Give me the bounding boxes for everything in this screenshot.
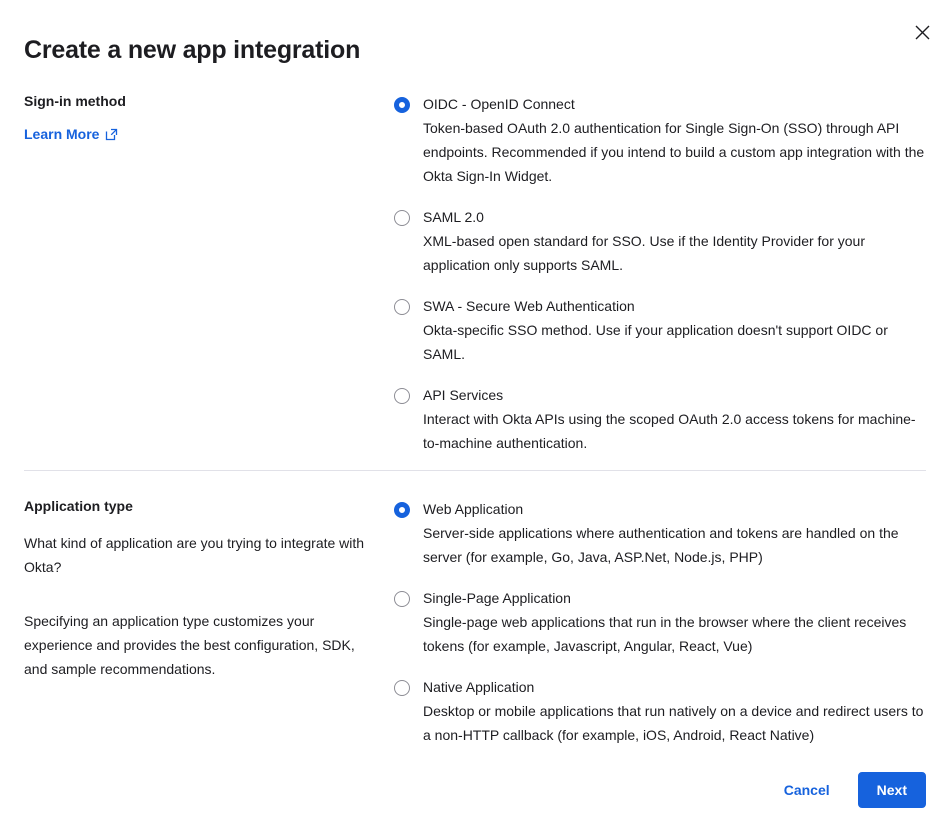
sign-in-method-section <box>24 92 926 455</box>
next-button[interactable]: Next <box>858 772 926 808</box>
radio-label: Web Application <box>423 501 524 517</box>
modal-footer <box>766 772 926 808</box>
radio-description: Single-page web applications that run in the browser where the client receives tokens (for example, Javascript, Angular, React, Vue) <box>423 614 907 654</box>
sign-in-method-heading: Sign-in method <box>24 93 126 109</box>
radio-button[interactable] <box>394 502 410 518</box>
sign-in-method-labels <box>24 92 394 144</box>
radio-label: Single-Page Application <box>423 590 571 606</box>
application-type-heading: Application type <box>24 498 133 514</box>
radio-option-api-services[interactable] <box>394 384 926 455</box>
application-type-helper-1: What kind of application are you trying to integrate with Okta? <box>24 535 365 575</box>
close-icon[interactable] <box>908 18 936 46</box>
application-type-helper-2: Specifying an application type customizes your experience and provides the best configuration, SDK, and sample recommendations. <box>24 613 355 677</box>
application-type-section <box>24 497 926 747</box>
radio-button[interactable] <box>394 299 410 315</box>
application-type-options <box>394 497 926 747</box>
learn-more-label: Learn More <box>24 126 100 142</box>
external-link-icon <box>105 128 118 141</box>
radio-label: OIDC - OpenID Connect <box>423 96 575 112</box>
radio-option-saml[interactable] <box>394 206 926 277</box>
application-type-labels <box>24 497 394 681</box>
radio-description: Server-side applications where authentication and tokens are handled on the server (for example, Go, Java, ASP.Net, Node.js, PHP) <box>423 525 899 565</box>
radio-option-single-page-application[interactable] <box>394 587 926 658</box>
radio-button[interactable] <box>394 210 410 226</box>
radio-label: API Services <box>423 387 504 403</box>
close-icon-glyph <box>915 25 930 40</box>
page-title: Create a new app integration <box>24 36 361 64</box>
radio-option-native-application[interactable] <box>394 676 926 747</box>
radio-description: Okta-specific SSO method. Use if your application doesn't support OIDC or SAML. <box>423 322 888 362</box>
radio-label: SWA - Secure Web Authentication <box>423 298 635 314</box>
radio-option-swa[interactable] <box>394 295 926 366</box>
section-divider <box>24 470 926 471</box>
learn-more-link[interactable] <box>24 126 118 142</box>
radio-button[interactable] <box>394 680 410 696</box>
radio-description: Interact with Okta APIs using the scoped OAuth 2.0 access tokens for machine-to-machine authentication. <box>423 411 916 451</box>
radio-option-oidc[interactable] <box>394 93 926 188</box>
radio-description: Token-based OAuth 2.0 authentication for Single Sign-On (SSO) through API endpoints. Recommended if you intend to build a custom app integration with the Okta Sign-In Widget. <box>423 120 925 184</box>
cancel-button[interactable]: Cancel <box>766 772 848 808</box>
sign-in-method-options <box>394 92 926 455</box>
radio-description: XML-based open standard for SSO. Use if the Identity Provider for your application only supports SAML. <box>423 233 865 273</box>
radio-button[interactable] <box>394 97 410 113</box>
radio-label: Native Application <box>423 679 535 695</box>
radio-button[interactable] <box>394 591 410 607</box>
radio-option-web-application[interactable] <box>394 498 926 569</box>
radio-button[interactable] <box>394 388 410 404</box>
radio-description: Desktop or mobile applications that run natively on a device and redirect users to a non-HTTP callback (for example, iOS, Android, React Native) <box>423 703 924 743</box>
radio-label: SAML 2.0 <box>423 209 484 225</box>
